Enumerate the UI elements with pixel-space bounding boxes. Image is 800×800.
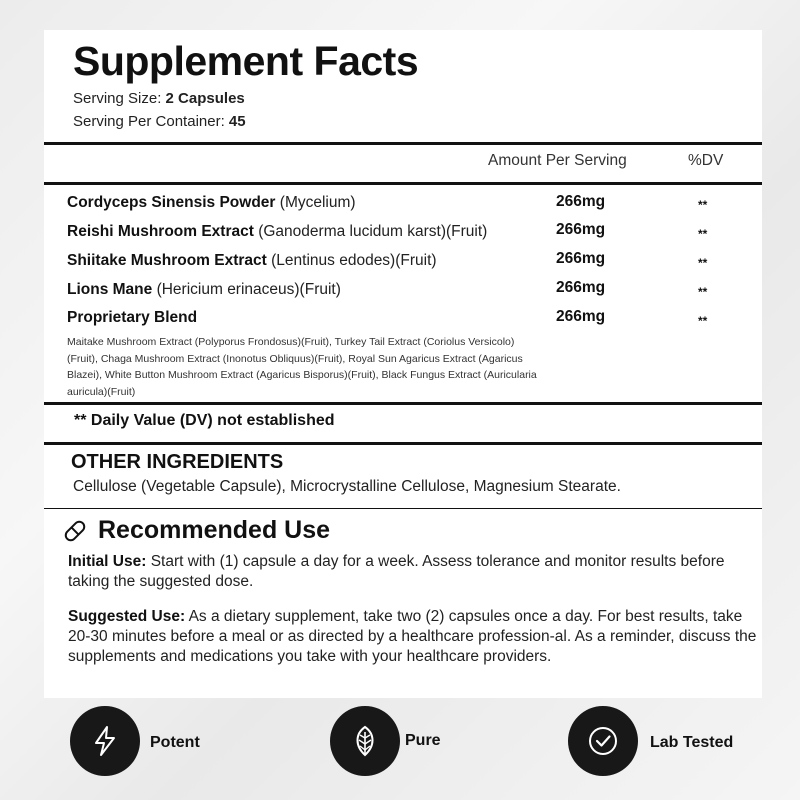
ingredient-name: Cordyceps Sinensis Powder — [67, 194, 276, 211]
badge-lab-tested — [568, 706, 638, 776]
badge-potent — [70, 706, 140, 776]
ingredient-row — [67, 252, 437, 270]
ingredient-row — [67, 194, 356, 212]
other-ingredients-text: Cellulose (Vegetable Capsule), Microcrystalline Cellulose, Magnesium Stearate. — [73, 478, 621, 495]
ingredient-row — [67, 281, 341, 299]
column-amount-header: Amount Per Serving — [488, 152, 627, 169]
ingredient-detail: (Mycelium) — [279, 194, 356, 211]
ingredient-dv: ** — [698, 314, 708, 328]
recommended-use-title: Recommended Use — [98, 516, 331, 544]
column-dv-header: %DV — [688, 152, 724, 169]
ingredient-detail: (Ganoderma lucidum karst)(Fruit) — [258, 223, 488, 240]
ingredient-dv: ** — [698, 198, 708, 212]
divider — [44, 442, 762, 445]
ingredient-amount: 266mg — [556, 193, 606, 210]
dv-note: ** Daily Value (DV) not established — [74, 412, 335, 429]
ingredient-name: Reishi Mushroom Extract — [67, 223, 254, 240]
suggested-use — [68, 607, 758, 667]
badge-label: Potent — [150, 734, 200, 751]
ingredient-amount: 266mg — [556, 221, 606, 238]
capsule-icon — [62, 518, 88, 544]
divider — [44, 402, 762, 405]
servings-value: 45 — [228, 113, 246, 130]
ingredient-row — [67, 309, 197, 327]
ingredient-row — [67, 223, 487, 241]
initial-use-label: Initial Use: — [68, 553, 147, 570]
other-ingredients-title: OTHER INGREDIENTS — [71, 451, 284, 473]
check-circle-icon — [586, 724, 620, 758]
ingredient-name: Proprietary Blend — [67, 309, 198, 326]
ingredient-detail: (Hericium erinaceus)(Fruit) — [156, 281, 341, 298]
serving-size: Serving Size: 2 Capsules — [73, 90, 245, 107]
badge-label: Pure — [405, 732, 441, 749]
supplement-facts-panel — [44, 30, 762, 698]
suggested-use-label: Suggested Use: — [68, 608, 186, 625]
badge-label: Lab Tested — [650, 734, 734, 751]
servings-per-container: Serving Per Container: 45 — [73, 113, 246, 130]
initial-use-text: Start with (1) capsule a day for a week. Assess tolerance and monitor results before taking the suggested dose. — [68, 553, 725, 590]
page-title: Supplement Facts — [73, 38, 419, 84]
serving-size-value: 2 Capsules — [165, 90, 245, 107]
initial-use — [68, 552, 758, 592]
blend-detail: Maitake Mushroom Extract (Polyporus Frondosus)(Fruit), Turkey Tail Extract (Coriolus Versicolo)(Fruit), Chaga Mushroom Extract (Inonotus Obliquus)(Fruit), Royal Sun Agaricus Extract (Agaricus Blazei), White Button Mushroom Extract (Agaricus Bisporus)(Fruit), Black Fungus Extract (Auricularia auricula)(Fruit) — [67, 336, 537, 398]
leaf-icon — [348, 724, 382, 758]
divider — [44, 142, 762, 145]
ingredient-detail: (Lentinus edodes)(Fruit) — [271, 252, 437, 269]
ingredient-amount: 266mg — [556, 250, 606, 267]
ingredient-name: Shiitake Mushroom Extract — [67, 252, 267, 269]
ingredient-dv: ** — [698, 256, 708, 270]
badge-pure — [330, 706, 400, 776]
ingredient-amount: 266mg — [556, 308, 606, 325]
ingredient-amount: 266mg — [556, 279, 606, 296]
divider — [44, 508, 762, 509]
lightning-icon — [88, 724, 122, 758]
ingredient-dv: ** — [698, 285, 708, 299]
ingredient-dv: ** — [698, 227, 708, 241]
divider — [44, 182, 762, 185]
ingredient-name: Lions Mane — [67, 281, 153, 298]
suggested-use-text: As a dietary supplement, take two (2) capsules once a day. For best results, take 20-30 minutes before a meal or as directed by a healthcare profession-al. As a reminder, discuss the supplements and medications you take with your healthcare providers. — [68, 608, 757, 665]
